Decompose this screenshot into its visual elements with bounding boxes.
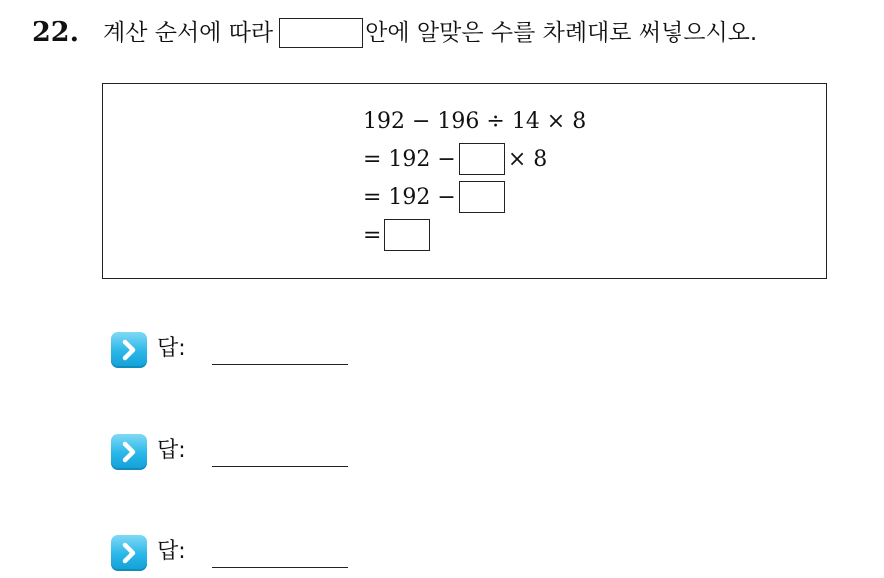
- answer-input-line[interactable]: [212, 567, 348, 568]
- question-prompt: [103, 15, 757, 51]
- chevron-right-icon: [111, 434, 147, 470]
- question-text-before: 계산 순서에 따라: [103, 20, 274, 46]
- calc-line-2: [363, 142, 547, 176]
- calc-line-2-suffix: × 8: [507, 146, 548, 172]
- answer-blank-2[interactable]: [459, 181, 505, 213]
- calc-line-4: [363, 218, 433, 252]
- calculation-box: [102, 83, 827, 279]
- answer-row-1: [111, 330, 361, 370]
- answer-input-line[interactable]: [212, 364, 348, 365]
- answer-label: 답:: [157, 539, 186, 564]
- calc-line-4-prefix: =: [363, 222, 382, 248]
- calc-line-2-prefix: = 192 −: [363, 146, 456, 172]
- calc-expression: 192 − 196 ÷ 14 × 8: [363, 108, 587, 134]
- answer-blank-3[interactable]: [384, 219, 430, 251]
- question-number: 22.: [32, 17, 79, 48]
- prompt-blank-box: [279, 18, 363, 48]
- question-text-after: 안에 알맞은 수를 차례대로 써넣으시오.: [365, 20, 758, 46]
- answer-input-line[interactable]: [212, 466, 348, 467]
- calc-line-3: [363, 180, 508, 214]
- answer-blank-1[interactable]: [459, 143, 505, 175]
- answer-label: 답:: [157, 336, 186, 361]
- answer-row-2: [111, 432, 361, 472]
- chevron-right-icon: [111, 535, 147, 571]
- calc-line-3-prefix: = 192 −: [363, 184, 456, 210]
- calc-line-1: [363, 104, 586, 138]
- chevron-right-icon: [111, 332, 147, 368]
- answer-row-3: [111, 533, 361, 573]
- answer-label: 답:: [157, 438, 186, 463]
